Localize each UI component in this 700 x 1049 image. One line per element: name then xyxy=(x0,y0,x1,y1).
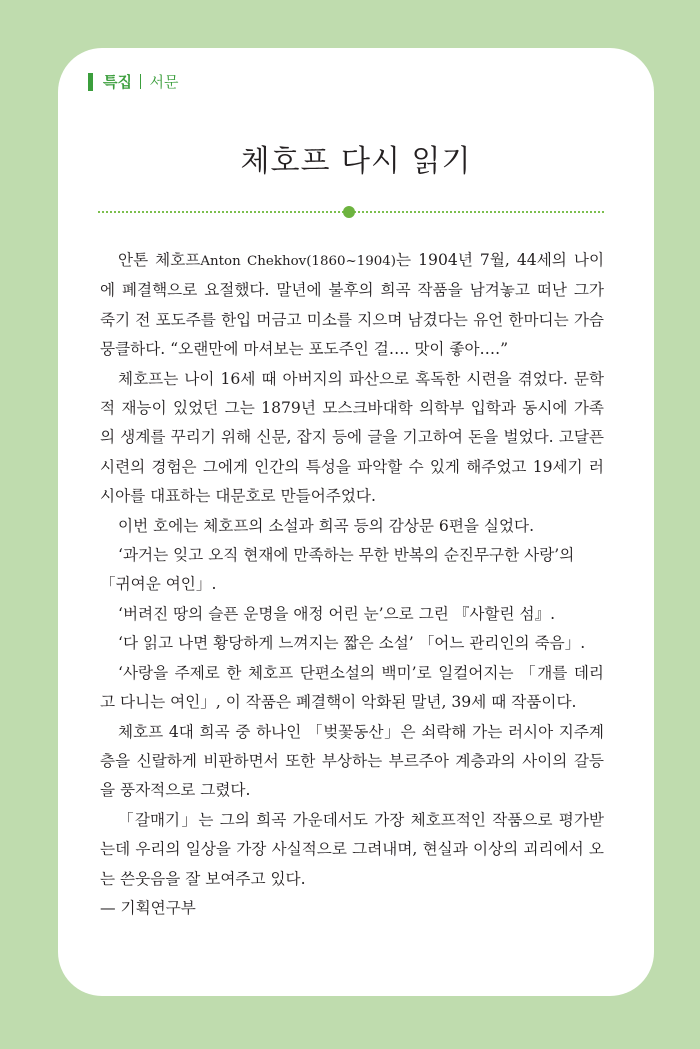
section-tag xyxy=(88,71,178,92)
article-body xyxy=(100,246,604,923)
paragraph-2: 체호프는 나이 16세 때 아버지의 파산으로 혹독한 시련을 겪었다. 문학적 재능이 있었던 그는 1879년 모스크바대학 의학부 입학과 동시에 가족의 생계를 꾸리기 위해 신문, 잡지 등에 글을 기고하여 돈을 벌었다. 고달픈 시련의 경험은 그에게 인간의 특성을 파악할 수 있게 해주었고 19세기 러시아를 대표하는 대문호로 만들어주었다. xyxy=(100,369,604,506)
paragraph-4: ‘과거는 잊고 오직 현재에 만족하는 무한 반복의 순진무구한 사랑’의 xyxy=(118,546,575,565)
paragraph-5: ‘버려진 땅의 슬픈 운명을 애정 어린 눈’으로 그린 『사할린 섬』. xyxy=(118,604,556,623)
paragraph-8: 체호프 4대 희곡 중 하나인 「벚꽃동산」은 쇠락해 가는 러시아 지주계층을 신랄하게 비판하면서 또한 부상하는 부르주아 계층과의 사이의 갈등을 풍자적으로 그렸다. xyxy=(100,722,604,800)
paragraph-1 xyxy=(100,246,604,365)
paragraph-3: 이번 호에는 체호프의 소설과 희곡 등의 감상문 6편을 실었다. xyxy=(118,516,535,535)
section-label: 특집 xyxy=(103,73,132,91)
section-marker-bar xyxy=(88,73,93,91)
paragraph-4-title: 「귀여운 여인」. xyxy=(100,575,217,594)
divider-dot-icon xyxy=(343,206,355,218)
section-separator xyxy=(140,74,142,89)
author-latin-name: Anton Chekhov(1860~1904) xyxy=(200,254,397,269)
signature: — 기획연구부 xyxy=(100,898,196,917)
paragraph-1-rest: 는 1904년 7월, 44세의 나이에 폐결핵으로 요절했다. 말년에 불후의 희곡 작품을 남겨놓고 떠난 그가 죽기 전 포도주를 한입 머금고 미소를 지으며 남겼다는 유언 한마디는 가슴 뭉클하다. “오랜만에 마셔보는 포도주인 걸…. 맛이 좋아….” xyxy=(100,251,605,359)
paragraph-1-start: 안톤 체호프 xyxy=(118,251,201,269)
article-title: 체호프 다시 읽기 xyxy=(240,144,472,179)
article-card xyxy=(58,48,654,996)
title-divider xyxy=(98,206,604,218)
paragraph-6: ‘다 읽고 나면 황당하게 느껴지는 짧은 소설’ 「어느 관리인의 죽음」. xyxy=(118,634,586,653)
paragraph-7: ‘사랑을 주제로 한 체호프 단편소설의 백미’로 일컬어지는 「개를 데리고 다니는 여인」, 이 작품은 폐결핵이 악화된 말년, 39세 때 작품이다. xyxy=(100,663,604,712)
paragraph-9: 「갈매기」는 그의 희곡 가운데서도 가장 체호프적인 작품으로 평가받는데 우리의 일상을 가장 사실적으로 그려내며, 현실과 이상의 괴리에서 오는 쓴웃음을 잘 보여주고 있다. xyxy=(100,810,604,888)
section-sublabel: 서문 xyxy=(149,73,179,91)
